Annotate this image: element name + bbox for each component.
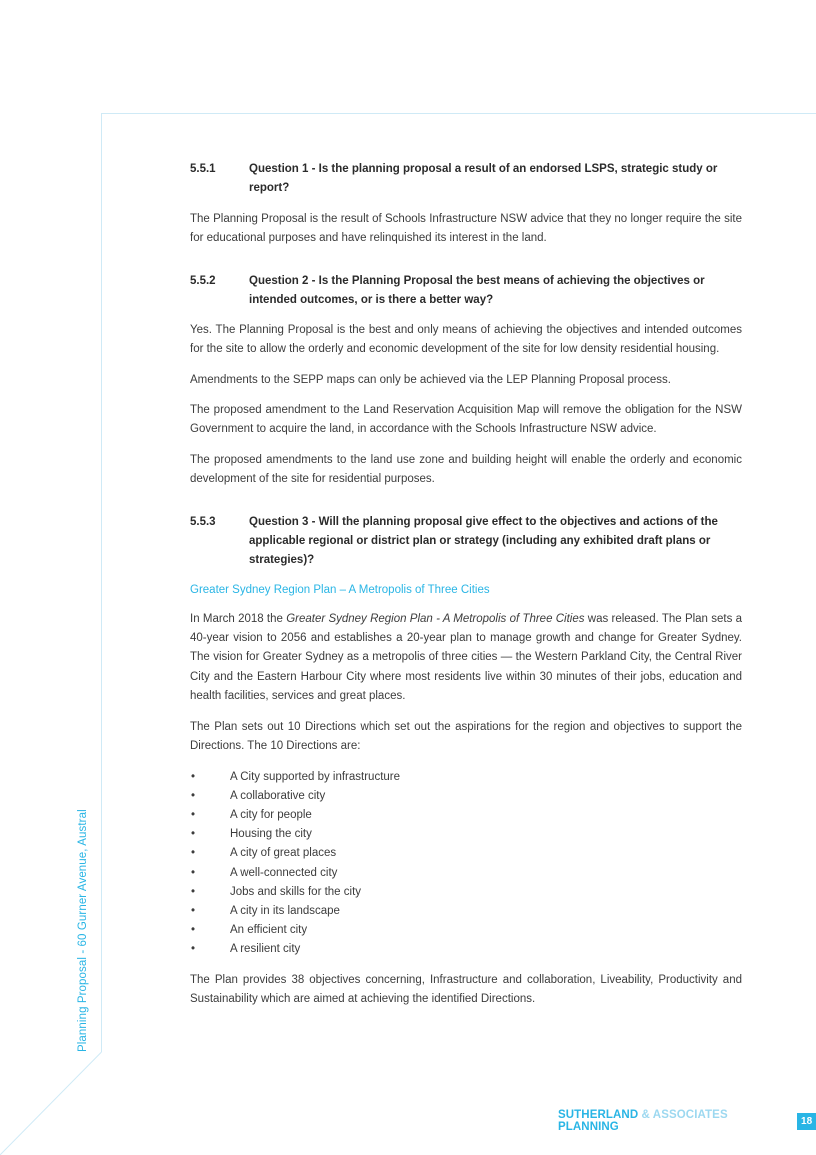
section-number: 5.5.3 [190, 515, 216, 528]
bullet-icon: • [191, 847, 196, 860]
question-3-heading [190, 513, 742, 570]
q2-paragraph: The proposed amendments to the land use zone and building height will enable the orderly and economic development of the site for residential purposes. [190, 453, 742, 486]
closing-paragraph: The Plan provides 38 objectives concerning, Infrastructure and collaboration, Liveability, Productivity and Sustainability which are aimed at achieving the identified Directions. [190, 973, 742, 1005]
region-plan-subheading: Greater Sydney Region Plan – A Metropolis of Three Cities [190, 583, 490, 596]
section-title: Question 2 - Is the Planning Proposal the best means of achieving the objectives or intended outcomes, or is there a better way? [249, 274, 705, 306]
q2-paragraph: Yes. The Planning Proposal is the best and only means of achieving the objectives and intended outcomes for the site to allow the orderly and economic development of the site for low density residential housing. [190, 323, 742, 356]
sidebar-document-title: Planning Proposal - 60 Gurner Avenue, Austral [77, 809, 89, 1052]
direction-label: A well-connected city [230, 866, 338, 879]
page-footer [558, 1109, 816, 1133]
list-item [190, 806, 742, 825]
list-item [190, 940, 742, 959]
brand-name-ampersand: & ASSOCIATES [638, 1109, 728, 1121]
direction-label: Housing the city [230, 828, 312, 841]
bullet-icon: • [191, 789, 196, 802]
direction-label: An efficient city [230, 924, 308, 937]
bullet-icon: • [191, 885, 196, 898]
direction-label: A collaborative city [230, 789, 326, 802]
q2-paragraph: Amendments to the SEPP maps can only be achieved via the LEP Planning Proposal process. [190, 373, 671, 386]
intro-text-end: was released. The Plan sets a 40-year vision to 2056 and establishes a 20-year plan to manage growth and change for Greater Sydney. The vision for Greater Sydney as a metropolis of three cities — the Western Parkland City, the Central River City and the Eastern Harbour City where most residents live within 30 minutes of their jobs, education and health facilities, services and great places. [190, 612, 742, 703]
direction-label: A City supported by infrastructure [230, 770, 401, 783]
q1-paragraph: The Planning Proposal is the result of Schools Infrastructure NSW advice that they no longer require the site for educational purposes and have relinquished its interest in the land. [190, 213, 742, 245]
bullet-icon: • [191, 943, 196, 956]
section-title: Question 3 - Will the planning proposal give effect to the objectives and actions of the applicable regional or district plan or strategy (including any exhibited draft plans or strategies)? [249, 515, 718, 566]
brand-name-part2: PLANNING [558, 1121, 619, 1133]
question-2-heading [190, 272, 742, 310]
company-brand [558, 1109, 789, 1133]
list-item [190, 844, 742, 863]
page-content [190, 160, 742, 1009]
directions-intro: The Plan sets out 10 Directions which set out the aspirations for the region and objectives to support the Directions. The 10 Directions are: [190, 720, 742, 753]
bullet-icon: • [191, 770, 196, 783]
page-number: 18 [797, 1113, 816, 1130]
bullet-icon: • [191, 808, 196, 821]
list-item [190, 768, 742, 787]
direction-label: A city for people [230, 808, 312, 821]
list-item [190, 864, 742, 883]
list-item [190, 902, 742, 921]
diagonal-frame-line [0, 1052, 102, 1155]
question-1-heading [190, 160, 742, 198]
plan-title-italic: Greater Sydney Region Plan - A Metropolis of Three Cities [286, 612, 585, 625]
section-number: 5.5.2 [190, 274, 216, 287]
direction-label: A city in its landscape [230, 904, 340, 917]
direction-label: A city of great places [230, 847, 337, 860]
bullet-icon: • [191, 904, 196, 917]
directions-list [190, 768, 742, 960]
list-item [190, 921, 742, 940]
q2-paragraph: The proposed amendment to the Land Reservation Acquisition Map will remove the obligation for the NSW Government to acquire the land, in accordance with the Schools Infrastructure NSW advice. [190, 404, 742, 436]
section-number: 5.5.1 [190, 163, 216, 175]
bullet-icon: • [191, 828, 196, 841]
bullet-icon: • [191, 924, 196, 937]
list-item [190, 787, 742, 806]
direction-label: A resilient city [230, 943, 301, 956]
list-item [190, 883, 742, 902]
list-item [190, 825, 742, 844]
bullet-icon: • [191, 866, 196, 879]
direction-label: Jobs and skills for the city [230, 885, 362, 898]
region-plan-intro [190, 610, 742, 707]
brand-name-part1: SUTHERLAND [558, 1109, 639, 1121]
section-title: Question 1 - Is the planning proposal a result of an endorsed LSPS, strategic study or report? [249, 163, 718, 194]
intro-text-start: In March 2018 the [190, 612, 287, 625]
